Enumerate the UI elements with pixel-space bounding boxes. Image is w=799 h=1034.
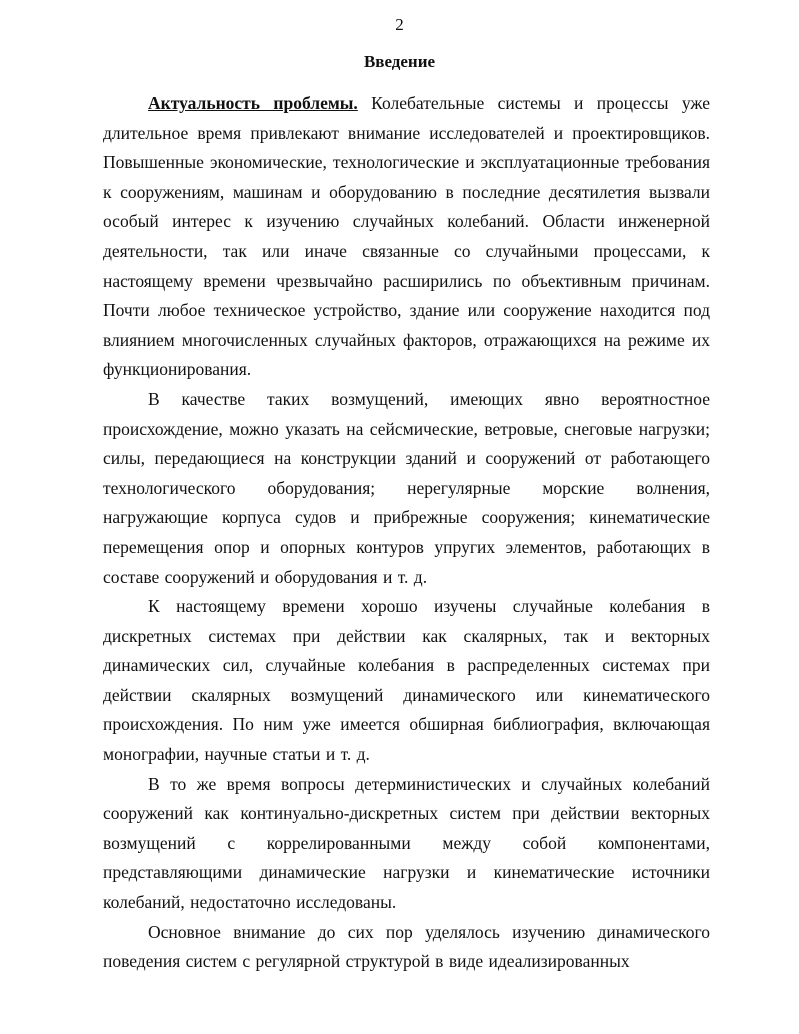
- paragraph-studied: К настоящему времени хорошо изучены случайные колебания в дискретных системах при действии как скалярных, так и векторных динамических сил, случайные колебания в распределенных системах при действии скалярных возмущений динамического или кинематического происхождения. По ним уже имеется обширная библиография, включающая монографии, научные статьи и т. д.: [103, 596, 710, 765]
- paragraph-text: Колебательные системы и процессы уже длительное время привлекают внимание исследователей и проектировщиков. Повышенные экономические, технологические и эксплуатационные требования к сооружениям, машинам и оборудованию в последние десятилетия вызвали особый интерес к изучению случайных колебаний. Области инженерной деятельности, так или иначе связанные со случайными процессами, к настоящему времени чрезвычайно расширились по объективным причинам. Почти любое техническое устройство, здание или сооружение находится под влиянием многочисленных случайных факторов, отражающихся на режиме их функционирования.: [103, 93, 710, 380]
- body-text: [103, 89, 710, 977]
- page-number: 2: [395, 15, 404, 34]
- section-heading: Введение: [363, 52, 436, 71]
- paragraph-relevance: [103, 89, 710, 385]
- paragraph-focus: Основное внимание до сих пор уделялось изучению динамического поведения систем с регулярной структурой в виде идеализированных: [103, 921, 710, 972]
- paragraph-insufficient: В то же время вопросы детерминистических и случайных колебаний сооружений как континуально-дискретных систем при действии векторных возмущений с коррелированными между собой компонентами, представляющими динамические нагрузки и кинематические источники колебаний, недостаточно исследованы.: [103, 773, 710, 913]
- paragraph-disturbances: В качестве таких возмущений, имеющих явно вероятностное происхождение, можно указать на сейсмические, ветровые, снеговые нагрузки; силы, передающиеся на конструкции зданий и сооружений от работающего технологического оборудования; нерегулярные морские волнения, нагружающие корпуса судов и прибрежные сооружения; кинематические перемещения опор и опорных контуров упругих элементов, работающих в составе сооружений и оборудования и т. д.: [103, 388, 710, 587]
- paragraph-lead: Актуальность проблемы.: [148, 93, 358, 113]
